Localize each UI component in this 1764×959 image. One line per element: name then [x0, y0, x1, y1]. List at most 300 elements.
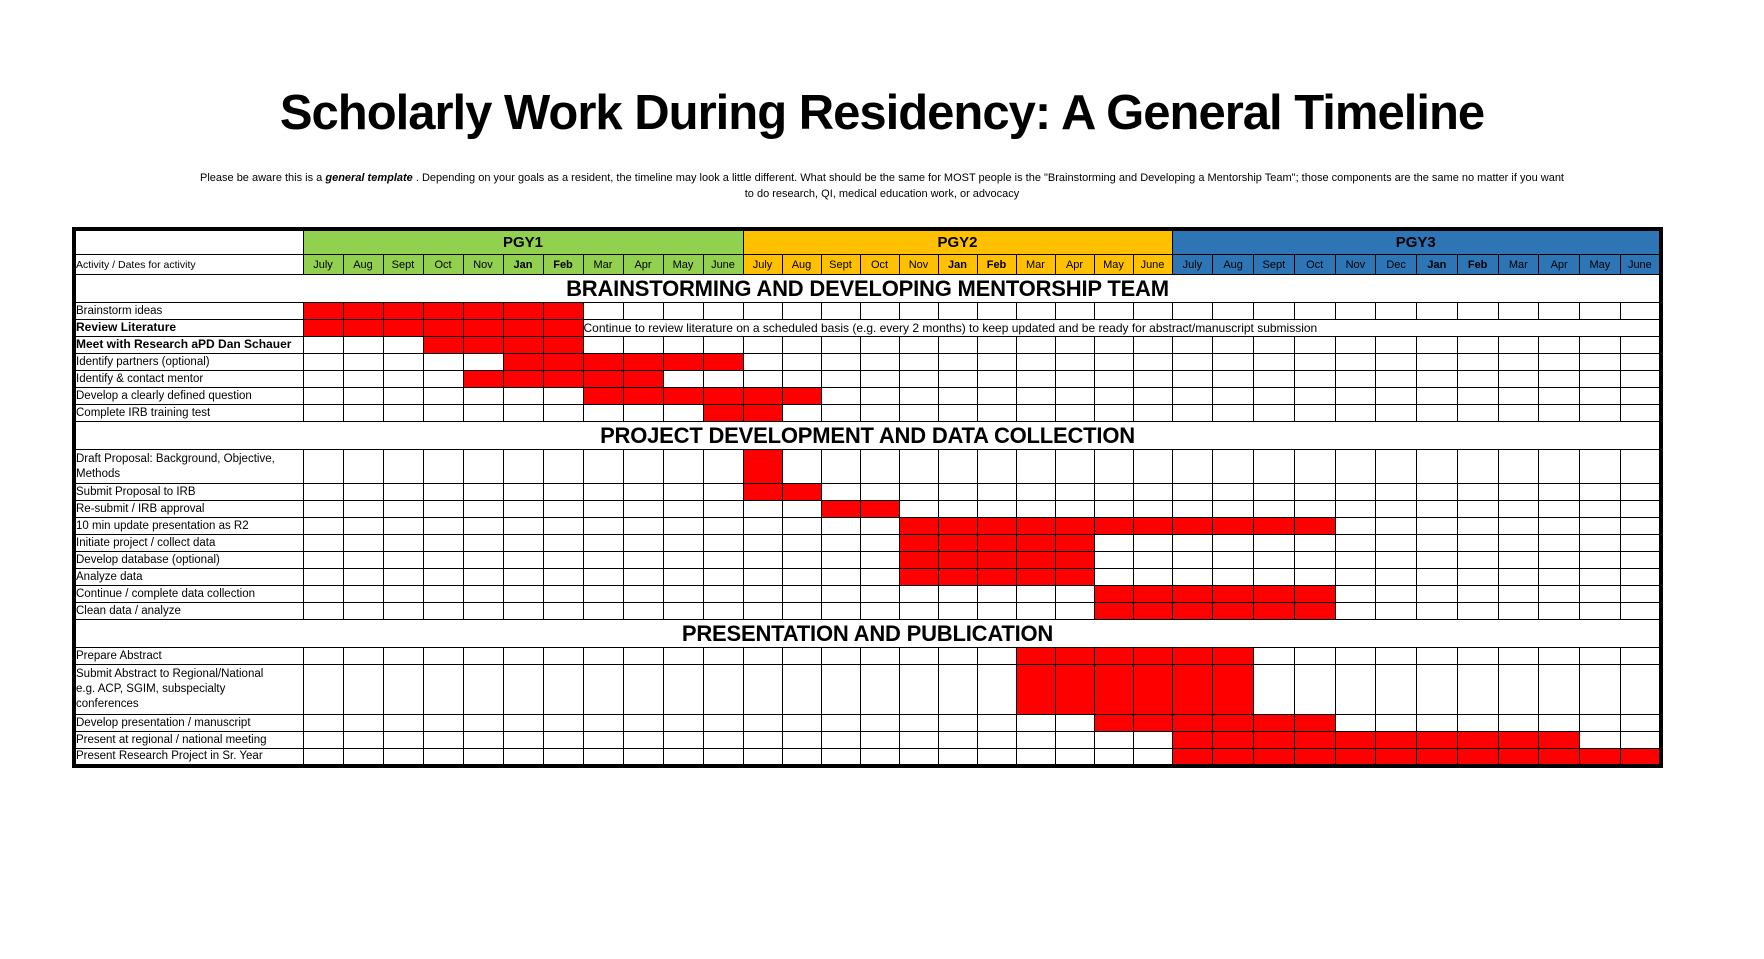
- grid-cell: [860, 648, 899, 665]
- bar-cell: [1620, 749, 1661, 766]
- grid-cell: [1580, 518, 1621, 535]
- grid-cell: [1580, 732, 1621, 749]
- grid-cell: [860, 749, 899, 766]
- bar-cell: [1213, 665, 1254, 715]
- section-header-3: PRESENTATION AND PUBLICATION: [74, 620, 1661, 648]
- grid-cell: [821, 518, 860, 535]
- grid-cell: [899, 665, 938, 715]
- grid-cell: [343, 518, 383, 535]
- grid-cell: [343, 715, 383, 732]
- grid-cell: [343, 648, 383, 665]
- bar-cell: [1294, 732, 1335, 749]
- bar-cell: [1213, 586, 1254, 603]
- bar-cell: [1294, 749, 1335, 766]
- section-header-1: BRAINSTORMING AND DEVELOPING MENTORSHIP TEAM: [74, 275, 1661, 303]
- grid-cell: [343, 535, 383, 552]
- grid-cell: [1457, 337, 1498, 354]
- grid-cell: [1539, 665, 1580, 715]
- bar-cell: [1335, 732, 1376, 749]
- grid-cell: [1254, 648, 1295, 665]
- grid-cell: [623, 715, 663, 732]
- grid-cell: [1254, 337, 1295, 354]
- grid-cell: [703, 337, 743, 354]
- bar-cell: [383, 320, 423, 337]
- grid-cell: [1417, 303, 1458, 320]
- grid-cell: [703, 535, 743, 552]
- grid-cell: [463, 749, 503, 766]
- bar-cell: [1055, 552, 1094, 569]
- grid-cell: [1055, 603, 1094, 620]
- grid-cell: [1539, 535, 1580, 552]
- grid-cell: [423, 450, 463, 484]
- grid-cell: [623, 405, 663, 422]
- grid-cell: [821, 749, 860, 766]
- grid-cell: [1498, 501, 1539, 518]
- grid-cell: [543, 569, 583, 586]
- grid-cell: [1172, 450, 1213, 484]
- month-header: May: [1580, 255, 1621, 275]
- bar-cell: [1294, 518, 1335, 535]
- grid-cell: [1539, 715, 1580, 732]
- bar-cell: [583, 371, 623, 388]
- grid-cell: [1335, 501, 1376, 518]
- bar-cell: [1094, 665, 1133, 715]
- grid-cell: [703, 501, 743, 518]
- corner-label: Activity / Dates for activity: [74, 255, 303, 275]
- grid-cell: [1055, 484, 1094, 501]
- grid-cell: [1094, 484, 1133, 501]
- grid-cell: [663, 715, 703, 732]
- activity-label: Continue / complete data collection: [74, 586, 303, 603]
- activity-label: Re-submit / IRB approval: [74, 501, 303, 518]
- grid-cell: [1335, 569, 1376, 586]
- bar-cell: [303, 320, 343, 337]
- grid-cell: [303, 484, 343, 501]
- grid-cell: [663, 569, 703, 586]
- activity-label: Develop presentation / manuscript: [74, 715, 303, 732]
- grid-cell: [303, 518, 343, 535]
- grid-cell: [1055, 303, 1094, 320]
- grid-cell: [1213, 501, 1254, 518]
- grid-cell: [1213, 371, 1254, 388]
- grid-cell: [1213, 388, 1254, 405]
- grid-cell: [583, 450, 623, 484]
- grid-cell: [1498, 450, 1539, 484]
- grid-cell: [583, 303, 623, 320]
- grid-cell: [782, 354, 821, 371]
- grid-cell: [1016, 405, 1055, 422]
- grid-cell: [1539, 484, 1580, 501]
- bar-cell: [1254, 749, 1295, 766]
- subtitle-line1-prefix: Please be aware this is a: [200, 171, 326, 184]
- grid-cell: [1335, 388, 1376, 405]
- grid-cell: [423, 535, 463, 552]
- grid-cell: [1172, 388, 1213, 405]
- grid-cell: [383, 405, 423, 422]
- grid-cell: [1620, 337, 1661, 354]
- grid-cell: [1620, 552, 1661, 569]
- grid-cell: [782, 535, 821, 552]
- grid-cell: [977, 749, 1016, 766]
- grid-cell: [899, 648, 938, 665]
- bar-cell: [1133, 665, 1172, 715]
- bar-cell: [1055, 569, 1094, 586]
- grid-cell: [782, 337, 821, 354]
- grid-cell: [1133, 569, 1172, 586]
- bar-cell: [583, 388, 623, 405]
- grid-cell: [1254, 484, 1295, 501]
- grid-cell: [782, 603, 821, 620]
- grid-cell: [303, 501, 343, 518]
- bar-cell: [1213, 603, 1254, 620]
- grid-cell: [860, 518, 899, 535]
- grid-cell: [1335, 484, 1376, 501]
- grid-cell: [743, 552, 782, 569]
- grid-cell: [623, 303, 663, 320]
- grid-cell: [503, 586, 543, 603]
- grid-cell: [899, 450, 938, 484]
- month-header: June: [1620, 255, 1661, 275]
- grid-cell: [1539, 371, 1580, 388]
- section-header-2: PROJECT DEVELOPMENT AND DATA COLLECTION: [74, 422, 1661, 450]
- grid-cell: [703, 303, 743, 320]
- grid-cell: [1580, 501, 1621, 518]
- bar-cell: [938, 535, 977, 552]
- bar-cell: [503, 303, 543, 320]
- grid-cell: [782, 501, 821, 518]
- bar-cell: [977, 518, 1016, 535]
- grid-cell: [782, 715, 821, 732]
- bar-cell: [623, 388, 663, 405]
- bar-cell: [1213, 749, 1254, 766]
- grid-cell: [1172, 552, 1213, 569]
- grid-cell: [821, 665, 860, 715]
- grid-cell: [1498, 405, 1539, 422]
- grid-cell: [583, 405, 623, 422]
- grid-cell: [343, 586, 383, 603]
- grid-cell: [821, 484, 860, 501]
- grid-cell: [938, 371, 977, 388]
- grid-cell: [1417, 569, 1458, 586]
- year-header-pgy3: PGY3: [1172, 229, 1661, 255]
- grid-cell: [938, 405, 977, 422]
- grid-cell: [899, 303, 938, 320]
- grid-cell: [1417, 501, 1458, 518]
- grid-cell: [1498, 484, 1539, 501]
- grid-cell: [1620, 518, 1661, 535]
- grid-cell: [1417, 648, 1458, 665]
- grid-cell: [1539, 450, 1580, 484]
- bar-cell: [1133, 586, 1172, 603]
- grid-cell: [1294, 569, 1335, 586]
- grid-cell: [938, 501, 977, 518]
- grid-cell: [899, 371, 938, 388]
- grid-cell: [623, 501, 663, 518]
- month-header: Nov: [463, 255, 503, 275]
- bar-cell: [703, 405, 743, 422]
- grid-cell: [623, 552, 663, 569]
- grid-cell: [703, 569, 743, 586]
- grid-cell: [1335, 603, 1376, 620]
- grid-cell: [703, 371, 743, 388]
- grid-cell: [1213, 535, 1254, 552]
- grid-cell: [703, 518, 743, 535]
- grid-cell: [860, 450, 899, 484]
- grid-cell: [1498, 552, 1539, 569]
- activity-label: Meet with Research aPD Dan Schauer: [74, 337, 303, 354]
- activity-label: Identify partners (optional): [74, 354, 303, 371]
- grid-cell: [543, 518, 583, 535]
- grid-cell: [1335, 354, 1376, 371]
- grid-cell: [1498, 586, 1539, 603]
- grid-cell: [1376, 484, 1417, 501]
- grid-cell: [623, 648, 663, 665]
- grid-cell: [1133, 501, 1172, 518]
- grid-cell: [343, 603, 383, 620]
- grid-cell: [623, 749, 663, 766]
- grid-cell: [860, 603, 899, 620]
- grid-cell: [1133, 484, 1172, 501]
- grid-cell: [543, 732, 583, 749]
- grid-cell: [743, 665, 782, 715]
- month-header: Jan: [938, 255, 977, 275]
- grid-cell: [1580, 569, 1621, 586]
- month-header: Mar: [583, 255, 623, 275]
- bar-cell: [463, 337, 503, 354]
- grid-cell: [1620, 405, 1661, 422]
- grid-cell: [303, 749, 343, 766]
- activity-label: Identify & contact mentor: [74, 371, 303, 388]
- grid-cell: [383, 569, 423, 586]
- grid-cell: [1094, 749, 1133, 766]
- grid-cell: [623, 665, 663, 715]
- grid-cell: [1376, 603, 1417, 620]
- grid-cell: [1294, 371, 1335, 388]
- bar-cell: [703, 354, 743, 371]
- bar-cell: [663, 354, 703, 371]
- bar-cell: [1498, 732, 1539, 749]
- bar-cell: [1457, 749, 1498, 766]
- grid-cell: [1620, 715, 1661, 732]
- grid-cell: [343, 337, 383, 354]
- grid-cell: [543, 603, 583, 620]
- grid-cell: [977, 388, 1016, 405]
- grid-cell: [1055, 388, 1094, 405]
- grid-cell: [821, 552, 860, 569]
- grid-cell: [1254, 569, 1295, 586]
- grid-cell: [743, 337, 782, 354]
- grid-cell: [1539, 603, 1580, 620]
- bar-cell: [1376, 749, 1417, 766]
- grid-cell: [503, 569, 543, 586]
- grid-cell: [423, 371, 463, 388]
- month-header: June: [703, 255, 743, 275]
- grid-cell: [977, 665, 1016, 715]
- grid-cell: [1376, 501, 1417, 518]
- month-header: Apr: [1055, 255, 1094, 275]
- grid-cell: [583, 603, 623, 620]
- grid-cell: [463, 732, 503, 749]
- grid-cell: [1294, 303, 1335, 320]
- bar-cell: [977, 552, 1016, 569]
- grid-cell: [977, 501, 1016, 518]
- month-header: Aug: [1213, 255, 1254, 275]
- grid-cell: [663, 484, 703, 501]
- grid-cell: [1498, 371, 1539, 388]
- grid-cell: [303, 371, 343, 388]
- grid-cell: [703, 665, 743, 715]
- grid-cell: [623, 586, 663, 603]
- grid-cell: [938, 450, 977, 484]
- grid-cell: [663, 405, 703, 422]
- grid-cell: [1457, 535, 1498, 552]
- grid-cell: [899, 732, 938, 749]
- grid-cell: [383, 501, 423, 518]
- grid-cell: [1094, 354, 1133, 371]
- grid-cell: [503, 603, 543, 620]
- bar-cell: [1254, 603, 1295, 620]
- grid-cell: [423, 569, 463, 586]
- grid-cell: [1498, 648, 1539, 665]
- bar-cell: [1213, 648, 1254, 665]
- month-header: Aug: [782, 255, 821, 275]
- bar-cell: [899, 569, 938, 586]
- grid-cell: [343, 484, 383, 501]
- grid-cell: [303, 648, 343, 665]
- grid-cell: [1539, 518, 1580, 535]
- grid-cell: [1457, 405, 1498, 422]
- grid-cell: [743, 371, 782, 388]
- grid-cell: [1457, 569, 1498, 586]
- grid-cell: [977, 484, 1016, 501]
- grid-cell: [1094, 552, 1133, 569]
- grid-cell: [782, 732, 821, 749]
- activity-label: Brainstorm ideas: [74, 303, 303, 320]
- grid-cell: [583, 665, 623, 715]
- grid-cell: [1580, 337, 1621, 354]
- bar-cell: [1213, 518, 1254, 535]
- grid-cell: [1133, 405, 1172, 422]
- grid-cell: [543, 450, 583, 484]
- grid-cell: [1498, 535, 1539, 552]
- grid-cell: [938, 484, 977, 501]
- bar-cell: [1133, 518, 1172, 535]
- grid-cell: [1335, 518, 1376, 535]
- grid-cell: [383, 732, 423, 749]
- grid-cell: [463, 648, 503, 665]
- grid-cell: [503, 388, 543, 405]
- grid-cell: [1580, 388, 1621, 405]
- bar-cell: [383, 303, 423, 320]
- grid-cell: [1580, 354, 1621, 371]
- grid-cell: [583, 501, 623, 518]
- grid-cell: [1213, 484, 1254, 501]
- grid-cell: [1620, 569, 1661, 586]
- grid-cell: [583, 648, 623, 665]
- grid-cell: [703, 749, 743, 766]
- grid-cell: [899, 501, 938, 518]
- grid-cell: [1620, 732, 1661, 749]
- grid-cell: [1254, 354, 1295, 371]
- grid-cell: [1457, 484, 1498, 501]
- grid-cell: [703, 603, 743, 620]
- grid-cell: [343, 354, 383, 371]
- grid-cell: [1294, 501, 1335, 518]
- grid-cell: [1376, 535, 1417, 552]
- grid-cell: [1539, 501, 1580, 518]
- grid-cell: [1376, 586, 1417, 603]
- grid-cell: [663, 552, 703, 569]
- grid-cell: [423, 552, 463, 569]
- grid-cell: [1417, 665, 1458, 715]
- grid-cell: [1094, 303, 1133, 320]
- activity-label: Submit Proposal to IRB: [74, 484, 303, 501]
- bar-cell: [1172, 749, 1213, 766]
- grid-cell: [543, 484, 583, 501]
- grid-cell: [860, 337, 899, 354]
- bar-cell: [743, 388, 782, 405]
- bar-cell: [938, 569, 977, 586]
- grid-cell: [1335, 648, 1376, 665]
- grid-cell: [1620, 354, 1661, 371]
- grid-cell: [1376, 569, 1417, 586]
- grid-cell: [1133, 749, 1172, 766]
- grid-cell: [860, 354, 899, 371]
- grid-cell: [1335, 337, 1376, 354]
- grid-cell: [1172, 484, 1213, 501]
- grid-cell: [383, 715, 423, 732]
- month-header: Feb: [543, 255, 583, 275]
- grid-cell: [1172, 303, 1213, 320]
- grid-cell: [663, 586, 703, 603]
- grid-cell: [1016, 371, 1055, 388]
- grid-cell: [343, 749, 383, 766]
- grid-cell: [1498, 303, 1539, 320]
- grid-cell: [303, 603, 343, 620]
- grid-cell: [860, 484, 899, 501]
- bar-cell: [899, 535, 938, 552]
- grid-cell: [899, 484, 938, 501]
- grid-cell: [1457, 388, 1498, 405]
- grid-cell: [1133, 354, 1172, 371]
- grid-cell: [782, 303, 821, 320]
- grid-cell: [383, 648, 423, 665]
- grid-cell: [1213, 450, 1254, 484]
- grid-cell: [703, 715, 743, 732]
- grid-cell: [821, 388, 860, 405]
- grid-cell: [503, 518, 543, 535]
- grid-cell: [583, 535, 623, 552]
- month-header: July: [303, 255, 343, 275]
- activity-label: Review Literature: [74, 320, 303, 337]
- grid-cell: [821, 586, 860, 603]
- grid-cell: [977, 586, 1016, 603]
- bar-cell: [782, 388, 821, 405]
- grid-cell: [1457, 303, 1498, 320]
- grid-cell: [899, 715, 938, 732]
- grid-cell: [1094, 569, 1133, 586]
- grid-cell: [463, 586, 503, 603]
- review-note-cell: Continue to review literature on a scheduled basis (e.g. every 2 months) to keep updated and be ready for abstract/manuscript submission: [583, 320, 1661, 337]
- grid-cell: [583, 518, 623, 535]
- grid-cell: [821, 450, 860, 484]
- grid-cell: [1094, 337, 1133, 354]
- grid-cell: [383, 586, 423, 603]
- month-header: Feb: [977, 255, 1016, 275]
- grid-cell: [583, 586, 623, 603]
- grid-cell: [463, 603, 503, 620]
- bar-cell: [1133, 603, 1172, 620]
